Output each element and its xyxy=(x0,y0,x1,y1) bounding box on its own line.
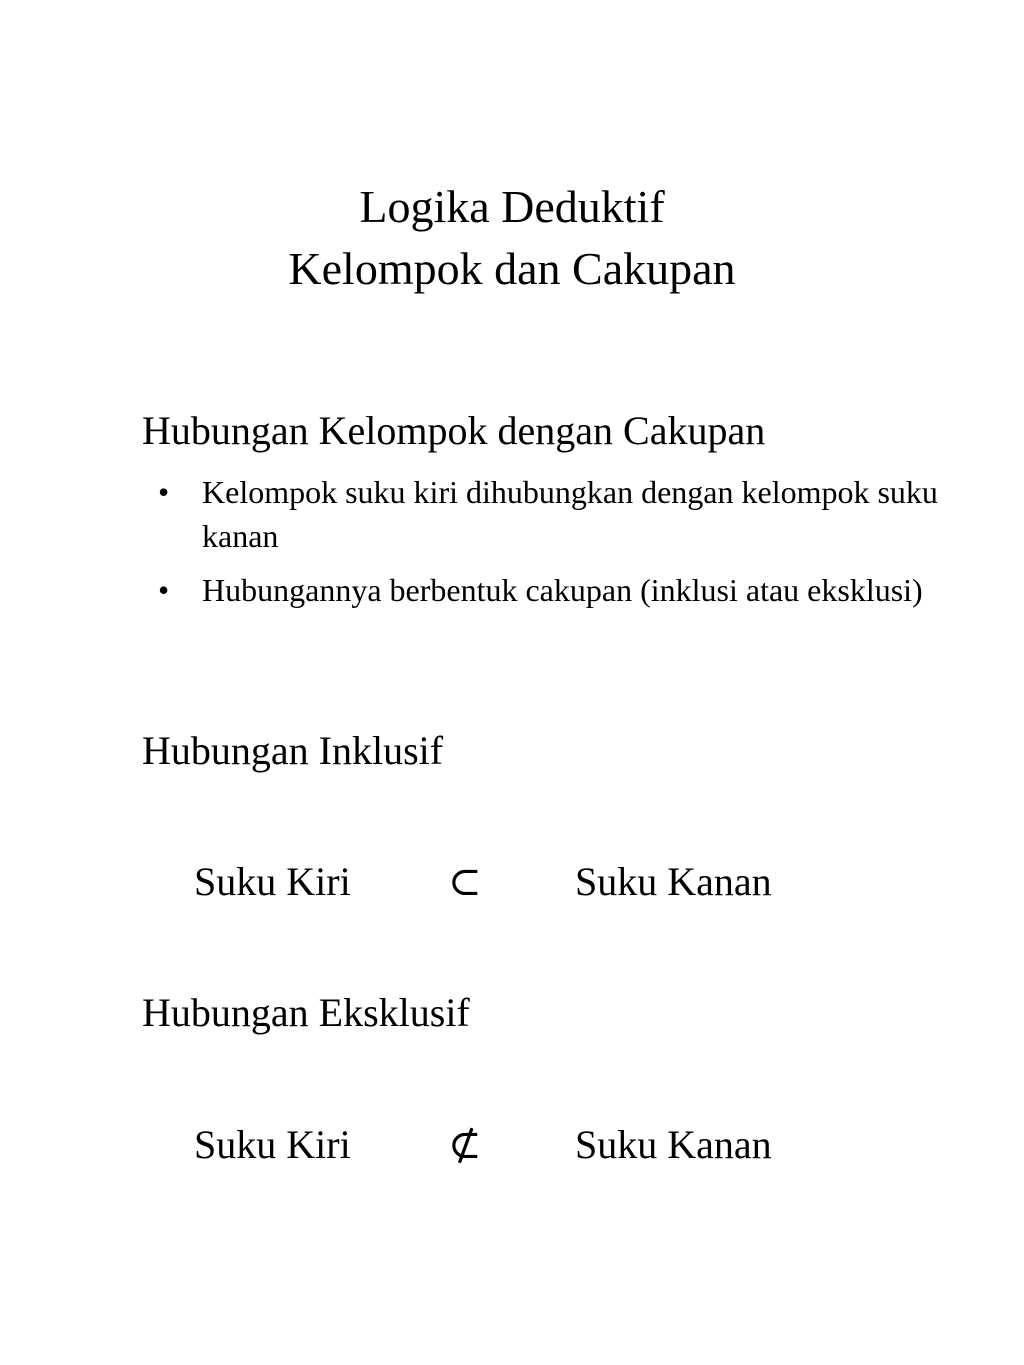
bullet-item-2 xyxy=(158,568,938,612)
bullet-dot-icon: • xyxy=(158,572,170,608)
not-subset-symbol-icon: ⊄ xyxy=(448,1122,482,1167)
left-term: Suku Kiri xyxy=(194,1122,351,1167)
right-term: Suku Kanan xyxy=(575,1122,772,1167)
slide-title-line-1: Logika Deduktif xyxy=(359,181,665,232)
bullet-dot-icon: • xyxy=(158,474,170,510)
subset-symbol-icon: ⊂ xyxy=(448,859,482,904)
bullet-list xyxy=(158,470,938,622)
heading-hubungan-eksklusif: Hubungan Eksklusif xyxy=(142,990,470,1035)
bullet-item-1 xyxy=(158,470,938,558)
heading-hubungan-inklusif: Hubungan Inklusif xyxy=(142,728,444,773)
bullet-text: Hubungannya berbentuk cakupan (inklusi atau eksklusi) xyxy=(202,572,923,608)
slide-title-line-2: Kelompok dan Cakupan xyxy=(288,243,736,294)
heading-hubungan-kelompok: Hubungan Kelompok dengan Cakupan xyxy=(142,408,766,453)
bullet-text: Kelompok suku kiri dihubungkan dengan kelompok suku kanan xyxy=(202,474,938,554)
left-term: Suku Kiri xyxy=(194,859,351,904)
right-term: Suku Kanan xyxy=(575,859,772,904)
